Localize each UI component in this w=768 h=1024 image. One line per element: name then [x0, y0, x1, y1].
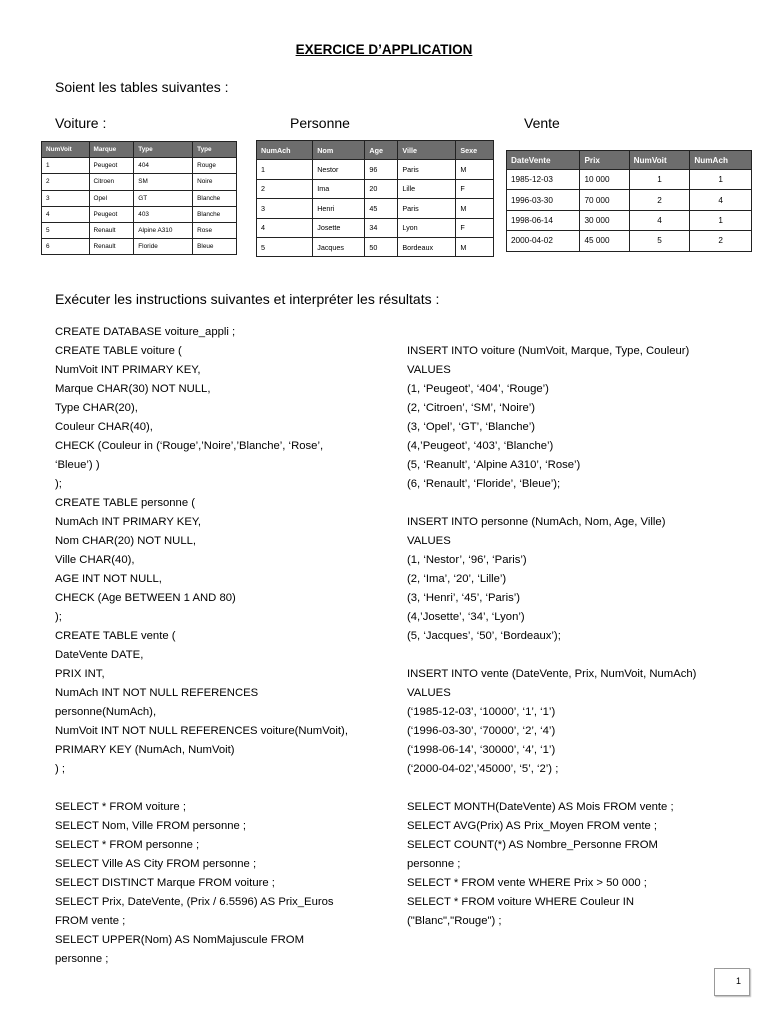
table-cell: 1	[690, 170, 752, 190]
code-line	[55, 779, 348, 798]
sql-code-left	[55, 323, 348, 969]
column-header: NumVoit	[629, 151, 690, 170]
column-header: Type	[134, 142, 193, 158]
table-cell: Paris	[398, 199, 456, 218]
page-number: 1	[714, 968, 750, 996]
code-line: INSERT INTO vente (DateVente, Prix, NumVoit, NumAch)	[407, 668, 697, 680]
code-line: );	[55, 611, 62, 623]
table-cell: 4	[42, 206, 90, 222]
table-cell: SM	[134, 174, 193, 190]
table-cell: M	[456, 160, 494, 179]
code-line: (4,’Josette’, ‘34’, ‘Lyon’)	[407, 611, 525, 623]
code-line: Ville CHAR(40),	[55, 554, 135, 566]
column-header: Marque	[89, 142, 134, 158]
column-header: NumAch	[257, 141, 313, 160]
table-cell: 403	[134, 206, 193, 222]
code-line: (5, ‘Reanult’, ‘Alpine A310’, ‘Rose’)	[407, 459, 581, 471]
table-cell: 1	[629, 170, 690, 190]
code-line: ) ;	[55, 763, 66, 775]
code-line: (3, ‘Henri’, ‘45’, ‘Paris’)	[407, 592, 520, 604]
table-cell: 1985-12-03	[507, 170, 580, 190]
column-header: NumVoit	[42, 142, 90, 158]
voiture-table	[41, 141, 237, 255]
table-cell: Ima	[313, 179, 365, 198]
table-cell: Paris	[398, 160, 456, 179]
table-row	[507, 190, 752, 210]
table-row	[42, 158, 237, 174]
table-cell: Peugeot	[89, 206, 134, 222]
table-row	[507, 170, 752, 190]
code-line: SELECT * FROM vente WHERE Prix > 50 000 ;	[407, 877, 647, 889]
code-line: (‘1985-12-03’, ‘10000’, ‘1’, ‘1’)	[407, 706, 556, 718]
code-line: (3, ‘Opel’, ‘GT’, ‘Blanche’)	[407, 421, 536, 433]
code-line: DateVente DATE,	[55, 649, 144, 661]
table-cell: Noire	[193, 174, 237, 190]
column-header: DateVente	[507, 151, 580, 170]
label-personne: Personne	[290, 115, 350, 131]
table-cell: 1996-03-30	[507, 190, 580, 210]
table-cell: Jacques	[313, 237, 365, 256]
table-cell: 3	[257, 199, 313, 218]
code-line: SELECT * FROM personne ;	[55, 839, 200, 851]
column-header: Age	[365, 141, 398, 160]
table-cell: Opel	[89, 190, 134, 206]
code-line: (2, ‘Citroen’, ‘SM’, ‘Noire’)	[407, 402, 536, 414]
table-row	[42, 174, 237, 190]
table-row	[42, 206, 237, 222]
code-line: SELECT UPPER(Nom) AS NomMajuscule FROM	[55, 934, 305, 946]
column-header: Ville	[398, 141, 456, 160]
table-cell: Floride	[134, 239, 193, 255]
table-row	[42, 222, 237, 238]
table-cell: Lyon	[398, 218, 456, 237]
code-line: personne(NumAch),	[55, 706, 157, 718]
code-line: (4,’Peugeot’, ‘403’, ‘Blanche’)	[407, 440, 554, 452]
instruction-text: Exécuter les instructions suivantes et interpréter les résultats :	[55, 291, 440, 307]
table-cell: 1	[690, 210, 752, 230]
table-cell: 30 000	[580, 210, 629, 230]
personne-table	[256, 140, 494, 257]
table-cell: Rose	[193, 222, 237, 238]
table-cell: Blanche	[193, 190, 237, 206]
code-line: INSERT INTO personne (NumAch, Nom, Age, Ville)	[407, 516, 666, 528]
code-line: SELECT * FROM voiture WHERE Couleur IN	[407, 896, 635, 908]
code-line: SELECT Nom, Ville FROM personne ;	[55, 820, 247, 832]
table-cell: 20	[365, 179, 398, 198]
table-cell: 96	[365, 160, 398, 179]
table-row	[257, 218, 494, 237]
code-line: SELECT Prix, DateVente, (Prix / 6.5596) AS Prix_Euros	[55, 896, 334, 908]
intro-text: Soient les tables suivantes :	[55, 79, 229, 95]
code-line: NumVoit INT PRIMARY KEY,	[55, 364, 201, 376]
code-line: INSERT INTO voiture (NumVoit, Marque, Type, Couleur)	[407, 345, 690, 357]
table-cell: 404	[134, 158, 193, 174]
table-cell: Lille	[398, 179, 456, 198]
table-cell: 2	[257, 179, 313, 198]
table-cell: Nestor	[313, 160, 365, 179]
code-line: CREATE TABLE vente (	[55, 630, 176, 642]
code-line: SELECT AVG(Prix) AS Prix_Moyen FROM vente ;	[407, 820, 658, 832]
code-line: Marque CHAR(30) NOT NULL,	[55, 383, 211, 395]
code-line: (‘1998-06-14’, ‘30000’, ‘4’, ‘1’)	[407, 744, 556, 756]
table-row	[507, 210, 752, 230]
table-cell: F	[456, 218, 494, 237]
table-cell: 5	[257, 237, 313, 256]
code-line: SELECT DISTINCT Marque FROM voiture ;	[55, 877, 275, 889]
table-cell: Blanche	[193, 206, 237, 222]
table-cell: 4	[690, 190, 752, 210]
code-line: CREATE TABLE voiture (	[55, 345, 182, 357]
table-cell: 6	[42, 239, 90, 255]
code-line	[407, 779, 696, 798]
table-cell: 1	[257, 160, 313, 179]
code-line: CHECK (Age BETWEEN 1 AND 80)	[55, 592, 236, 604]
table-cell: Bleue	[193, 239, 237, 255]
label-vente: Vente	[524, 115, 560, 131]
code-line: personne ;	[407, 858, 461, 870]
column-header: Sexe	[456, 141, 494, 160]
table-cell: Peugeot	[89, 158, 134, 174]
code-line: PRIMARY KEY (NumAch, NumVoit)	[55, 744, 235, 756]
code-line: (5, ‘Jacques’, ‘50’, ‘Bordeaux’);	[407, 630, 561, 642]
code-line: VALUES	[407, 687, 451, 699]
code-line: (‘1996-03-30’, ‘70000’, ‘2’, ‘4’)	[407, 725, 556, 737]
code-line: (6, ‘Renault’, ‘Floride’, ‘Bleue’);	[407, 478, 561, 490]
code-line: (2, ‘Ima’, ‘20’, ‘Lille’)	[407, 573, 507, 585]
table-row	[42, 239, 237, 255]
table-cell: Henri	[313, 199, 365, 218]
column-header: Prix	[580, 151, 629, 170]
code-line: (‘2000-04-02’,’45000’, ‘5’, ‘2’) ;	[407, 763, 559, 775]
code-line: NumAch INT PRIMARY KEY,	[55, 516, 202, 528]
code-line: personne ;	[55, 953, 109, 965]
column-header: Nom	[313, 141, 365, 160]
table-cell: 5	[42, 222, 90, 238]
page-title: EXERCICE D’APPLICATION	[295, 42, 473, 57]
vente-table	[506, 150, 752, 252]
code-line: FROM vente ;	[55, 915, 126, 927]
table-cell: 2	[690, 231, 752, 251]
code-line: AGE INT NOT NULL,	[55, 573, 162, 585]
table-cell: Citroen	[89, 174, 134, 190]
code-line: ("Blanc","Rouge") ;	[407, 915, 502, 927]
table-row	[507, 231, 752, 251]
code-line	[407, 646, 696, 665]
code-line: SELECT COUNT(*) AS Nombre_Personne FROM	[407, 839, 658, 851]
table-cell: 45 000	[580, 231, 629, 251]
table-cell: Josette	[313, 218, 365, 237]
table-cell: 4	[629, 210, 690, 230]
code-line: Type CHAR(20),	[55, 402, 138, 414]
table-cell: 3	[42, 190, 90, 206]
table-cell: M	[456, 199, 494, 218]
table-row	[257, 199, 494, 218]
table-cell: M	[456, 237, 494, 256]
code-line: (1, ‘Nestor’, ‘96’, ‘Paris’)	[407, 554, 527, 566]
code-line: NumAch INT NOT NULL REFERENCES	[55, 687, 259, 699]
code-line: Nom CHAR(20) NOT NULL,	[55, 535, 197, 547]
table-cell: 2000-04-02	[507, 231, 580, 251]
table-cell: 5	[629, 231, 690, 251]
code-line: (1, ‘Peugeot’, ‘404’, ‘Rouge’)	[407, 383, 549, 395]
table-cell: F	[456, 179, 494, 198]
table-cell: 34	[365, 218, 398, 237]
column-header: Type	[193, 142, 237, 158]
code-line: PRIX INT,	[55, 668, 105, 680]
table-cell: 2	[629, 190, 690, 210]
table-cell: 70 000	[580, 190, 629, 210]
code-line: ‘Bleue’) )	[55, 459, 100, 471]
label-voiture: Voiture :	[55, 115, 107, 131]
table-cell: 50	[365, 237, 398, 256]
code-line: Couleur CHAR(40),	[55, 421, 153, 433]
table-cell: 1	[42, 158, 90, 174]
table-cell: 1998-06-14	[507, 210, 580, 230]
table-row	[42, 190, 237, 206]
table-row	[257, 179, 494, 198]
table-cell: Renault	[89, 222, 134, 238]
code-line: VALUES	[407, 364, 451, 376]
code-line: CREATE DATABASE voiture_appli ;	[55, 326, 236, 338]
code-line: CHECK (Couleur in (‘Rouge’,’Noire’,’Blanche’, ‘Rose’,	[55, 440, 324, 452]
table-cell: 45	[365, 199, 398, 218]
sql-code-right	[407, 342, 696, 931]
table-cell: Bordeaux	[398, 237, 456, 256]
table-row	[257, 237, 494, 256]
table-cell: Alpine A310	[134, 222, 193, 238]
code-line: SELECT MONTH(DateVente) AS Mois FROM vente ;	[407, 801, 674, 813]
table-cell: Renault	[89, 239, 134, 255]
table-row	[257, 160, 494, 179]
code-line: CREATE TABLE personne (	[55, 497, 196, 509]
column-header: NumAch	[690, 151, 752, 170]
code-line: SELECT Ville AS City FROM personne ;	[55, 858, 257, 870]
table-cell: GT	[134, 190, 193, 206]
code-line: NumVoit INT NOT NULL REFERENCES voiture(NumVoit),	[55, 725, 348, 737]
table-cell: 10 000	[580, 170, 629, 190]
table-cell: Rouge	[193, 158, 237, 174]
table-cell: 2	[42, 174, 90, 190]
code-line	[407, 494, 696, 513]
code-line: );	[55, 478, 62, 490]
code-line: SELECT * FROM voiture ;	[55, 801, 186, 813]
table-cell: 4	[257, 218, 313, 237]
code-line: VALUES	[407, 535, 451, 547]
